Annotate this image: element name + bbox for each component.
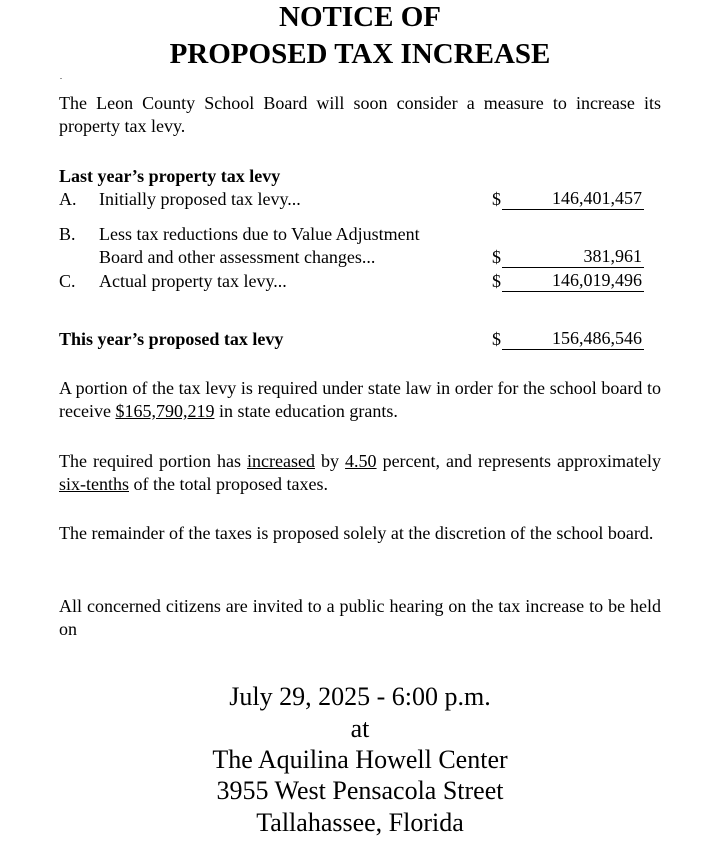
currency-symbol: $ (492, 247, 501, 267)
invitation-paragraph: All concerned citizens are invited to a public hearing on the tax increase to be held on (59, 596, 661, 639)
remainder-paragraph: The remainder of the taxes is proposed solely at the discretion of the school board. (59, 523, 654, 543)
this-year-amount (492, 328, 644, 351)
item-b-text-line1: Less tax reductions due to Value Adjustment (99, 224, 420, 244)
required-portion-paragraph (59, 450, 661, 496)
hearing-datetime: July 29, 2025 - 6:00 p.m. (229, 682, 491, 711)
item-c-letter: C. (59, 271, 76, 291)
item-b-text-line2: Board and other assessment changes... (99, 247, 376, 267)
currency-symbol: $ (492, 329, 501, 349)
rp-text-a: The required portion has (59, 451, 248, 471)
item-a-amount (492, 188, 644, 211)
currency-symbol: $ (492, 189, 501, 209)
grants-paragraph (59, 377, 661, 423)
stray-mark (60, 78, 62, 79)
item-a-value: 146,401,457 (502, 188, 644, 210)
this-year-label: This year’s proposed tax levy (59, 329, 284, 349)
item-b-value: 381,961 (502, 246, 644, 268)
grants-text-after: in state education grants. (214, 401, 398, 421)
rp-text-g: of the total proposed taxes. (129, 474, 328, 494)
item-a-letter: A. (59, 189, 77, 209)
rp-direction: increased (247, 451, 315, 471)
grants-amount: $165,790,219 (115, 401, 215, 421)
intro-paragraph: The Leon County School Board will soon consider a measure to increase its property tax levy. (59, 93, 661, 136)
last-year-heading: Last year’s property tax levy (59, 166, 281, 186)
title-line-1: NOTICE OF (279, 1, 441, 33)
rp-text-e: percent, and represents approximately (376, 451, 662, 471)
rp-text-c: by (315, 451, 346, 471)
hearing-street: 3955 West Pensacola Street (216, 776, 504, 805)
item-c-value: 146,019,496 (502, 270, 644, 292)
grants-text-before: A portion of the tax levy is required under state law in order for the school board to receive (59, 378, 661, 421)
rp-percent: 4.50 (345, 451, 377, 471)
hearing-venue: The Aquilina Howell Center (212, 745, 508, 774)
hearing-at: at (350, 714, 370, 743)
title-line-2: PROPOSED TAX INCREASE (169, 38, 551, 70)
item-b-amount (492, 246, 644, 269)
item-b-letter: B. (59, 224, 76, 244)
this-year-value: 156,486,546 (502, 328, 644, 350)
hearing-city: Tallahassee, Florida (256, 808, 464, 837)
item-a-text: Initially proposed tax levy... (99, 189, 301, 209)
item-c-amount (492, 270, 644, 293)
item-c-text: Actual property tax levy... (99, 271, 287, 291)
rp-fraction: six-tenths (59, 474, 129, 494)
currency-symbol: $ (492, 271, 501, 291)
